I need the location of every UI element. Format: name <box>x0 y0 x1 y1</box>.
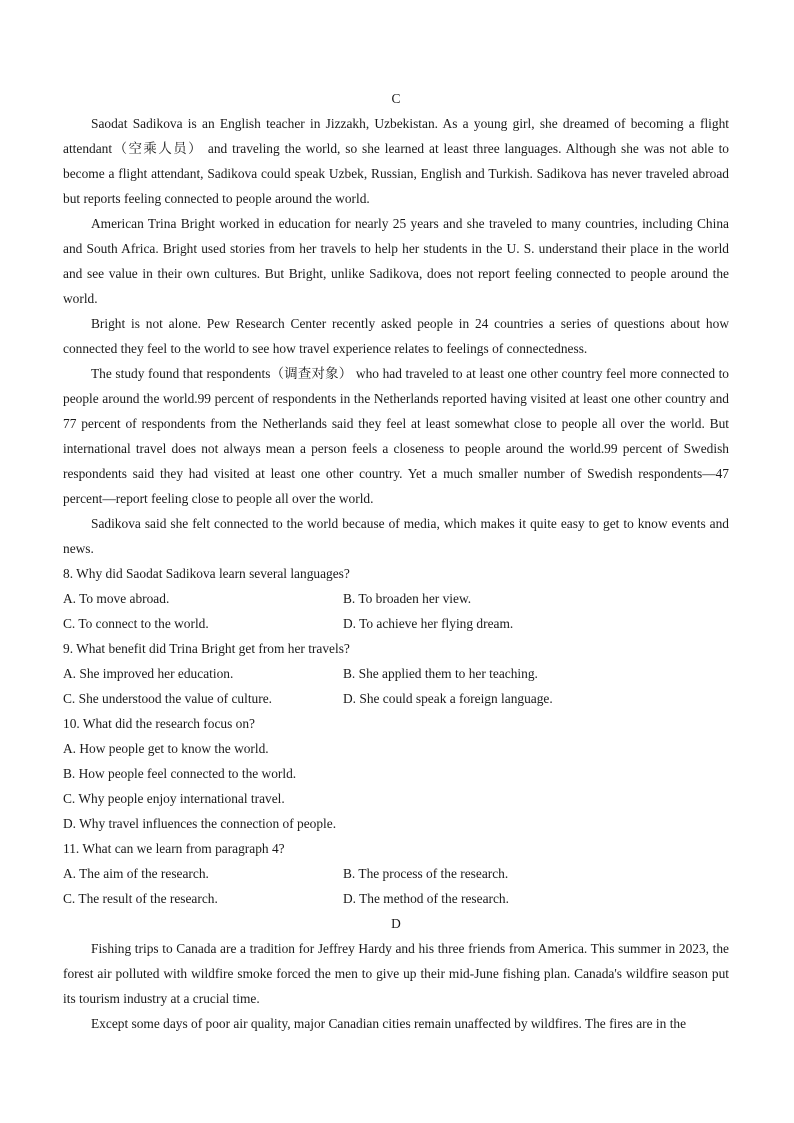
question-9-option-b: B. She applied them to her teaching. <box>343 666 538 681</box>
question-8-options-row-1 <box>63 586 729 611</box>
question-11-option-c: C. The result of the research. <box>63 891 218 906</box>
question-10-option-d: D. Why travel influences the connection of people. <box>63 816 337 831</box>
passage-c-paragraph-1: Saodat Sadikova is an English teacher in Jizzakh, Uzbekistan. As a young girl, she dreamed of becoming a flight attendant（空乘人员） and traveling the world, so she learned at least three languages. Although she was not able to become a flight attendant, Sadikova could speak Uzbek, Russian, English and Turkish. Sadikova has never traveled abroad but reports feeling connected to people around the world. <box>63 116 729 206</box>
passage-c-paragraph-2: American Trina Bright worked in education for nearly 25 years and she traveled to many countries, including China and South Africa. Bright used stories from her travels to help her students in the U. S. understand their place in the world and see value in their own cultures. But Bright, unlike Sadikova, does not report feeling connected to people around the world. <box>63 216 729 306</box>
question-10-stem: 10. What did the research focus on? <box>63 716 255 731</box>
question-10-option-c: C. Why people enjoy international travel. <box>63 791 285 806</box>
question-9-options-row-2 <box>63 686 729 711</box>
question-9-option-a: A. She improved her education. <box>63 666 234 681</box>
question-8-options-row-2 <box>63 611 729 636</box>
question-9-options-row-1 <box>63 661 729 686</box>
question-8-option-a: A. To move abroad. <box>63 591 170 606</box>
passage-c-paragraph-5: Sadikova said she felt connected to the world because of media, which makes it quite easy to get to know events and news. <box>63 516 729 556</box>
passage-d-paragraph-2: Except some days of poor air quality, major Canadian cities remain unaffected by wildfires. The fires are in the <box>91 1016 687 1031</box>
question-11-option-b: B. The process of the research. <box>343 866 509 881</box>
section-d-title: D <box>391 916 401 931</box>
question-11-options-row-1 <box>63 861 729 886</box>
question-8-option-c: C. To connect to the world. <box>63 616 209 631</box>
question-8-stem: 8. Why did Saodat Sadikova learn several languages? <box>63 566 350 581</box>
question-10-option-a: A. How people get to know the world. <box>63 741 269 756</box>
passage-c-paragraph-4: The study found that respondents（调查对象） who had traveled to at least one other country feel more connected to people around the world.99 percent of respondents in the Netherlands reported having visited at least one other country and 77 percent of respondents from the Netherlands said they feel at least somewhat close to people all over the world. But international travel does not always mean a person feels a closeness to people around the world.99 percent of Swedish respondents said they had visited at least one other country. Yet a much smaller number of Swedish respondents—47 percent—report feeling close to people all over the world. <box>63 366 729 506</box>
question-11-option-d: D. The method of the research. <box>343 891 509 906</box>
question-9-option-c: C. She understood the value of culture. <box>63 691 272 706</box>
question-10-option-b: B. How people feel connected to the world. <box>63 766 297 781</box>
passage-d-paragraph-1: Fishing trips to Canada are a tradition for Jeffrey Hardy and his three friends from America. This summer in 2023, the forest air polluted with wildfire smoke forced the men to give up their mid-June fishing plan. Canada's wildfire season put its tourism industry at a crucial time. <box>63 941 729 1006</box>
page-content <box>63 86 729 1036</box>
question-9-option-d: D. She could speak a foreign language. <box>343 691 553 706</box>
question-8-option-d: D. To achieve her flying dream. <box>343 616 514 631</box>
question-11-option-a: A. The aim of the research. <box>63 866 209 881</box>
question-8-option-b: B. To broaden her view. <box>343 591 472 606</box>
section-c-title: C <box>391 91 401 106</box>
question-11-options-row-2 <box>63 886 729 911</box>
question-11-stem: 11. What can we learn from paragraph 4? <box>63 841 285 856</box>
question-9-stem: 9. What benefit did Trina Bright get from her travels? <box>63 641 350 656</box>
passage-c-paragraph-3: Bright is not alone. Pew Research Center recently asked people in 24 countries a series of questions about how connected they feel to the world to see how travel experience relates to feelings of connectedness. <box>63 316 729 356</box>
